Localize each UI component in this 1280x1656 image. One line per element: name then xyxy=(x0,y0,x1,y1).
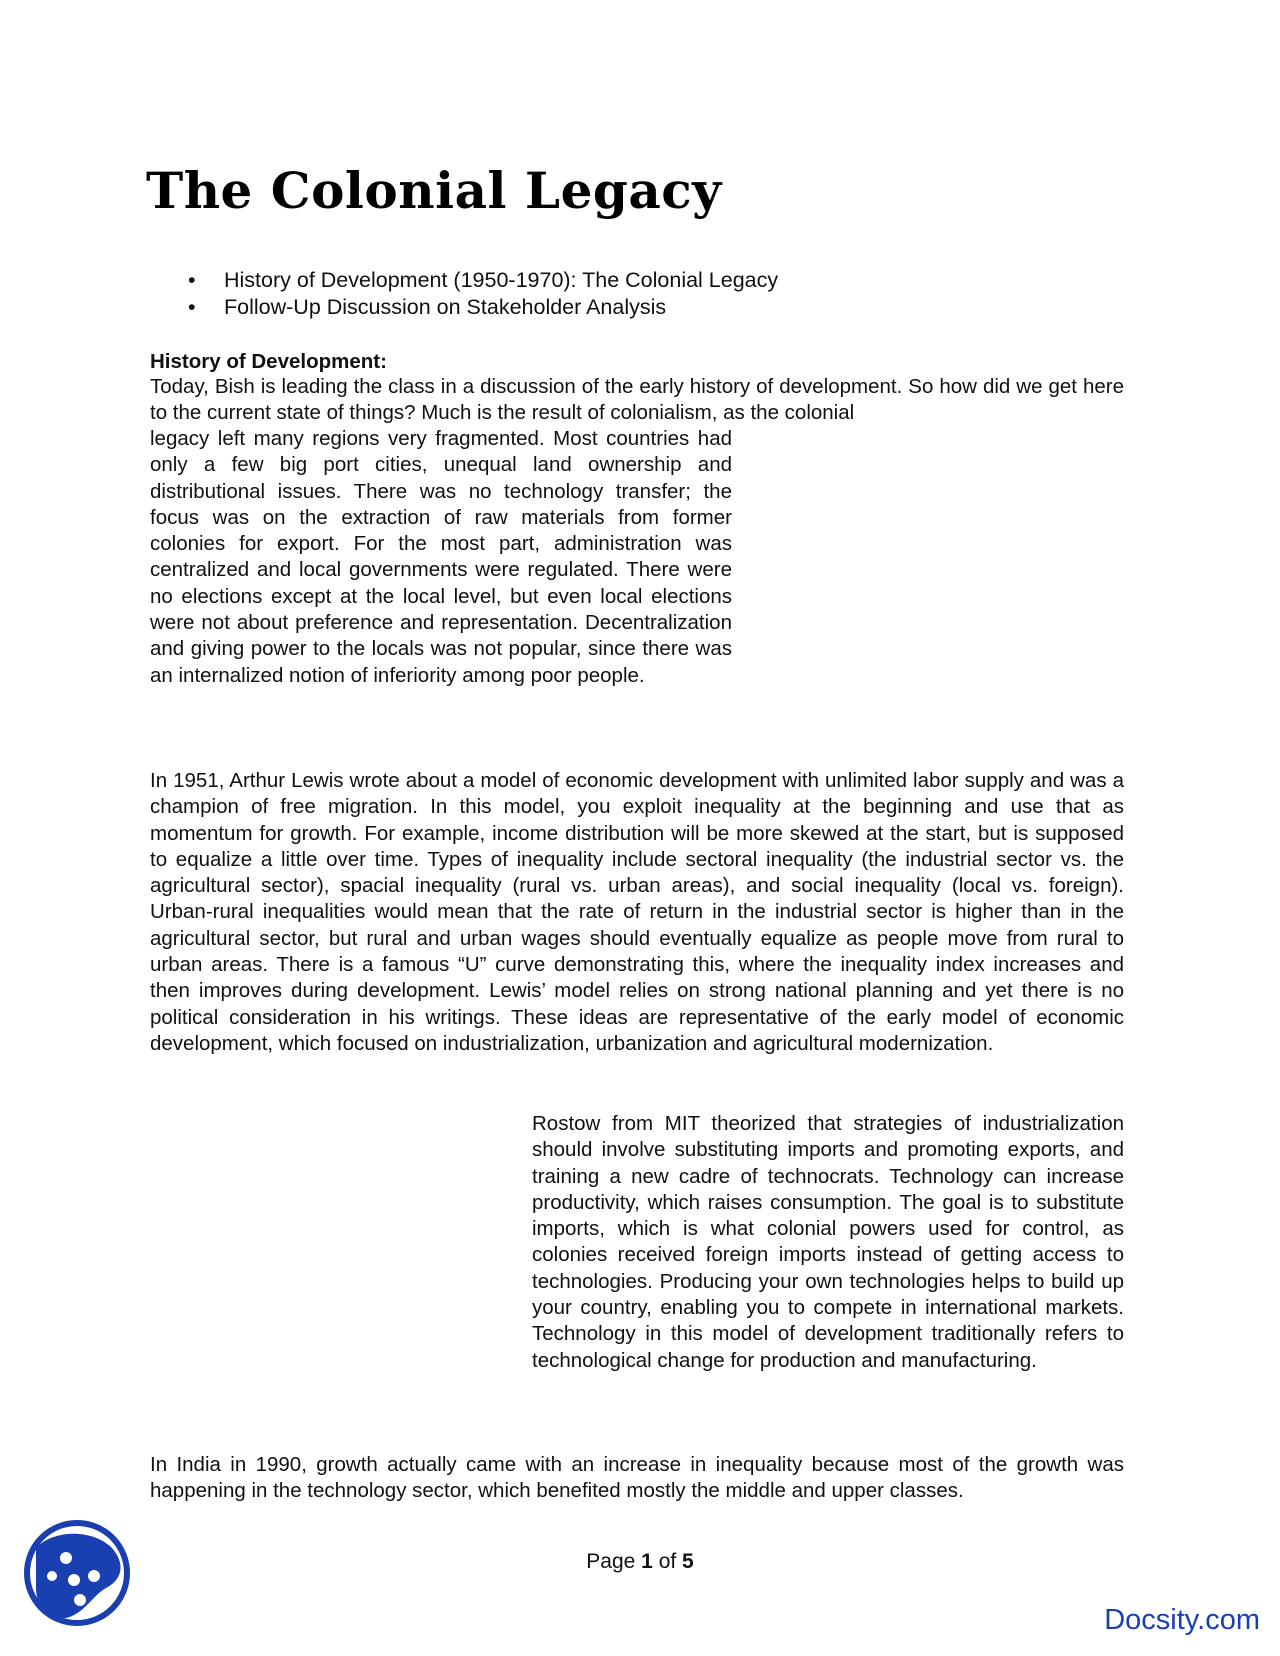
paragraph-intro: Today, Bish is leading the class in a discussion of the early history of development. So how did we get here to the current state of things? Much is the result of colonialism, as the colonial xyxy=(150,375,1124,425)
section-heading: History of Development: xyxy=(150,350,387,373)
paragraph-lewis-model: In 1951, Arthur Lewis wrote about a model of economic development with unlimited labor supply and was a champion of free migration. In this model, you exploit inequality at the beginning and use that as momentum for growth. For example, income distribution will be more skewed at the start, but is supposed to equalize a little over time. Types of inequality include sectoral inequality (the industrial sector vs. the agricultural sector), spacial inequality (rural vs. urban areas), and social inequality (local vs. foreign). Urban-rural inequalities would mean that the rate of return in the industrial sector is higher than in the agricultural sector, but rural and urban wages should eventually equalize as people move from rural to urban areas. There is a famous “U” curve demonstrating this, where the inequality index increases and then improves during development. Lewis’ model relies on strong national planning and yet there is no political consideration in his writings. These ideas are representative of the early model of economic development, which focused on industrialization, urbanization and agricultural modernization. xyxy=(150,769,1124,1055)
paragraph-colonial-legacy: legacy left many regions very fragmented. Most countries had only a few big port cities, unequal land ownership and distributional issues. There was no technology transfer; the focus was on the extraction of raw materials from former colonies for export. For the most part, administration was centralized and local governments were regulated. There were no elections except at the local level, but even local elections were not about preference and representation. Decentralization and giving power to the locals was not popular, since there was an internalized notion of inferiority among poor people. xyxy=(150,427,732,687)
topic-list xyxy=(180,267,778,320)
list-item xyxy=(180,267,778,294)
docsity-logo-icon[interactable] xyxy=(22,1518,132,1628)
page-title: The Colonial Legacy xyxy=(146,161,722,220)
docsity-brand-link[interactable]: Docsity.com xyxy=(1104,1604,1260,1636)
page-separator: of xyxy=(658,1550,677,1573)
list-item-text: History of Development (1950-1970): The Colonial Legacy xyxy=(224,268,779,292)
page-prefix: Page xyxy=(586,1550,636,1573)
current-page: 1 xyxy=(641,1550,653,1573)
total-pages: 5 xyxy=(682,1550,694,1573)
bullet-icon: • xyxy=(188,268,196,292)
page-number xyxy=(0,1550,1280,1574)
paragraph-india: In India in 1990, growth actually came with an increase in inequality because most of the growth was happening in the technology sector, which benefited mostly the middle and upper classes. xyxy=(150,1453,1124,1503)
bullet-icon: • xyxy=(188,294,196,319)
paragraph-rostow: Rostow from MIT theorized that strategies of industrialization should involve substituting imports and promoting exports, and training a new cadre of technocrats. Technology can increase productivity, which raises consumption. The goal is to substitute imports, which is what colonial powers used for control, as colonies received foreign imports instead of getting access to technologies. Producing your own technologies helps to build up your country, enabling you to compete in international markets. Technology in this model of development traditionally refers to technological change for production and manufacturing. xyxy=(532,1112,1124,1372)
list-item-text: Follow-Up Discussion on Stakeholder Analysis xyxy=(224,294,667,319)
list-item xyxy=(180,294,778,321)
